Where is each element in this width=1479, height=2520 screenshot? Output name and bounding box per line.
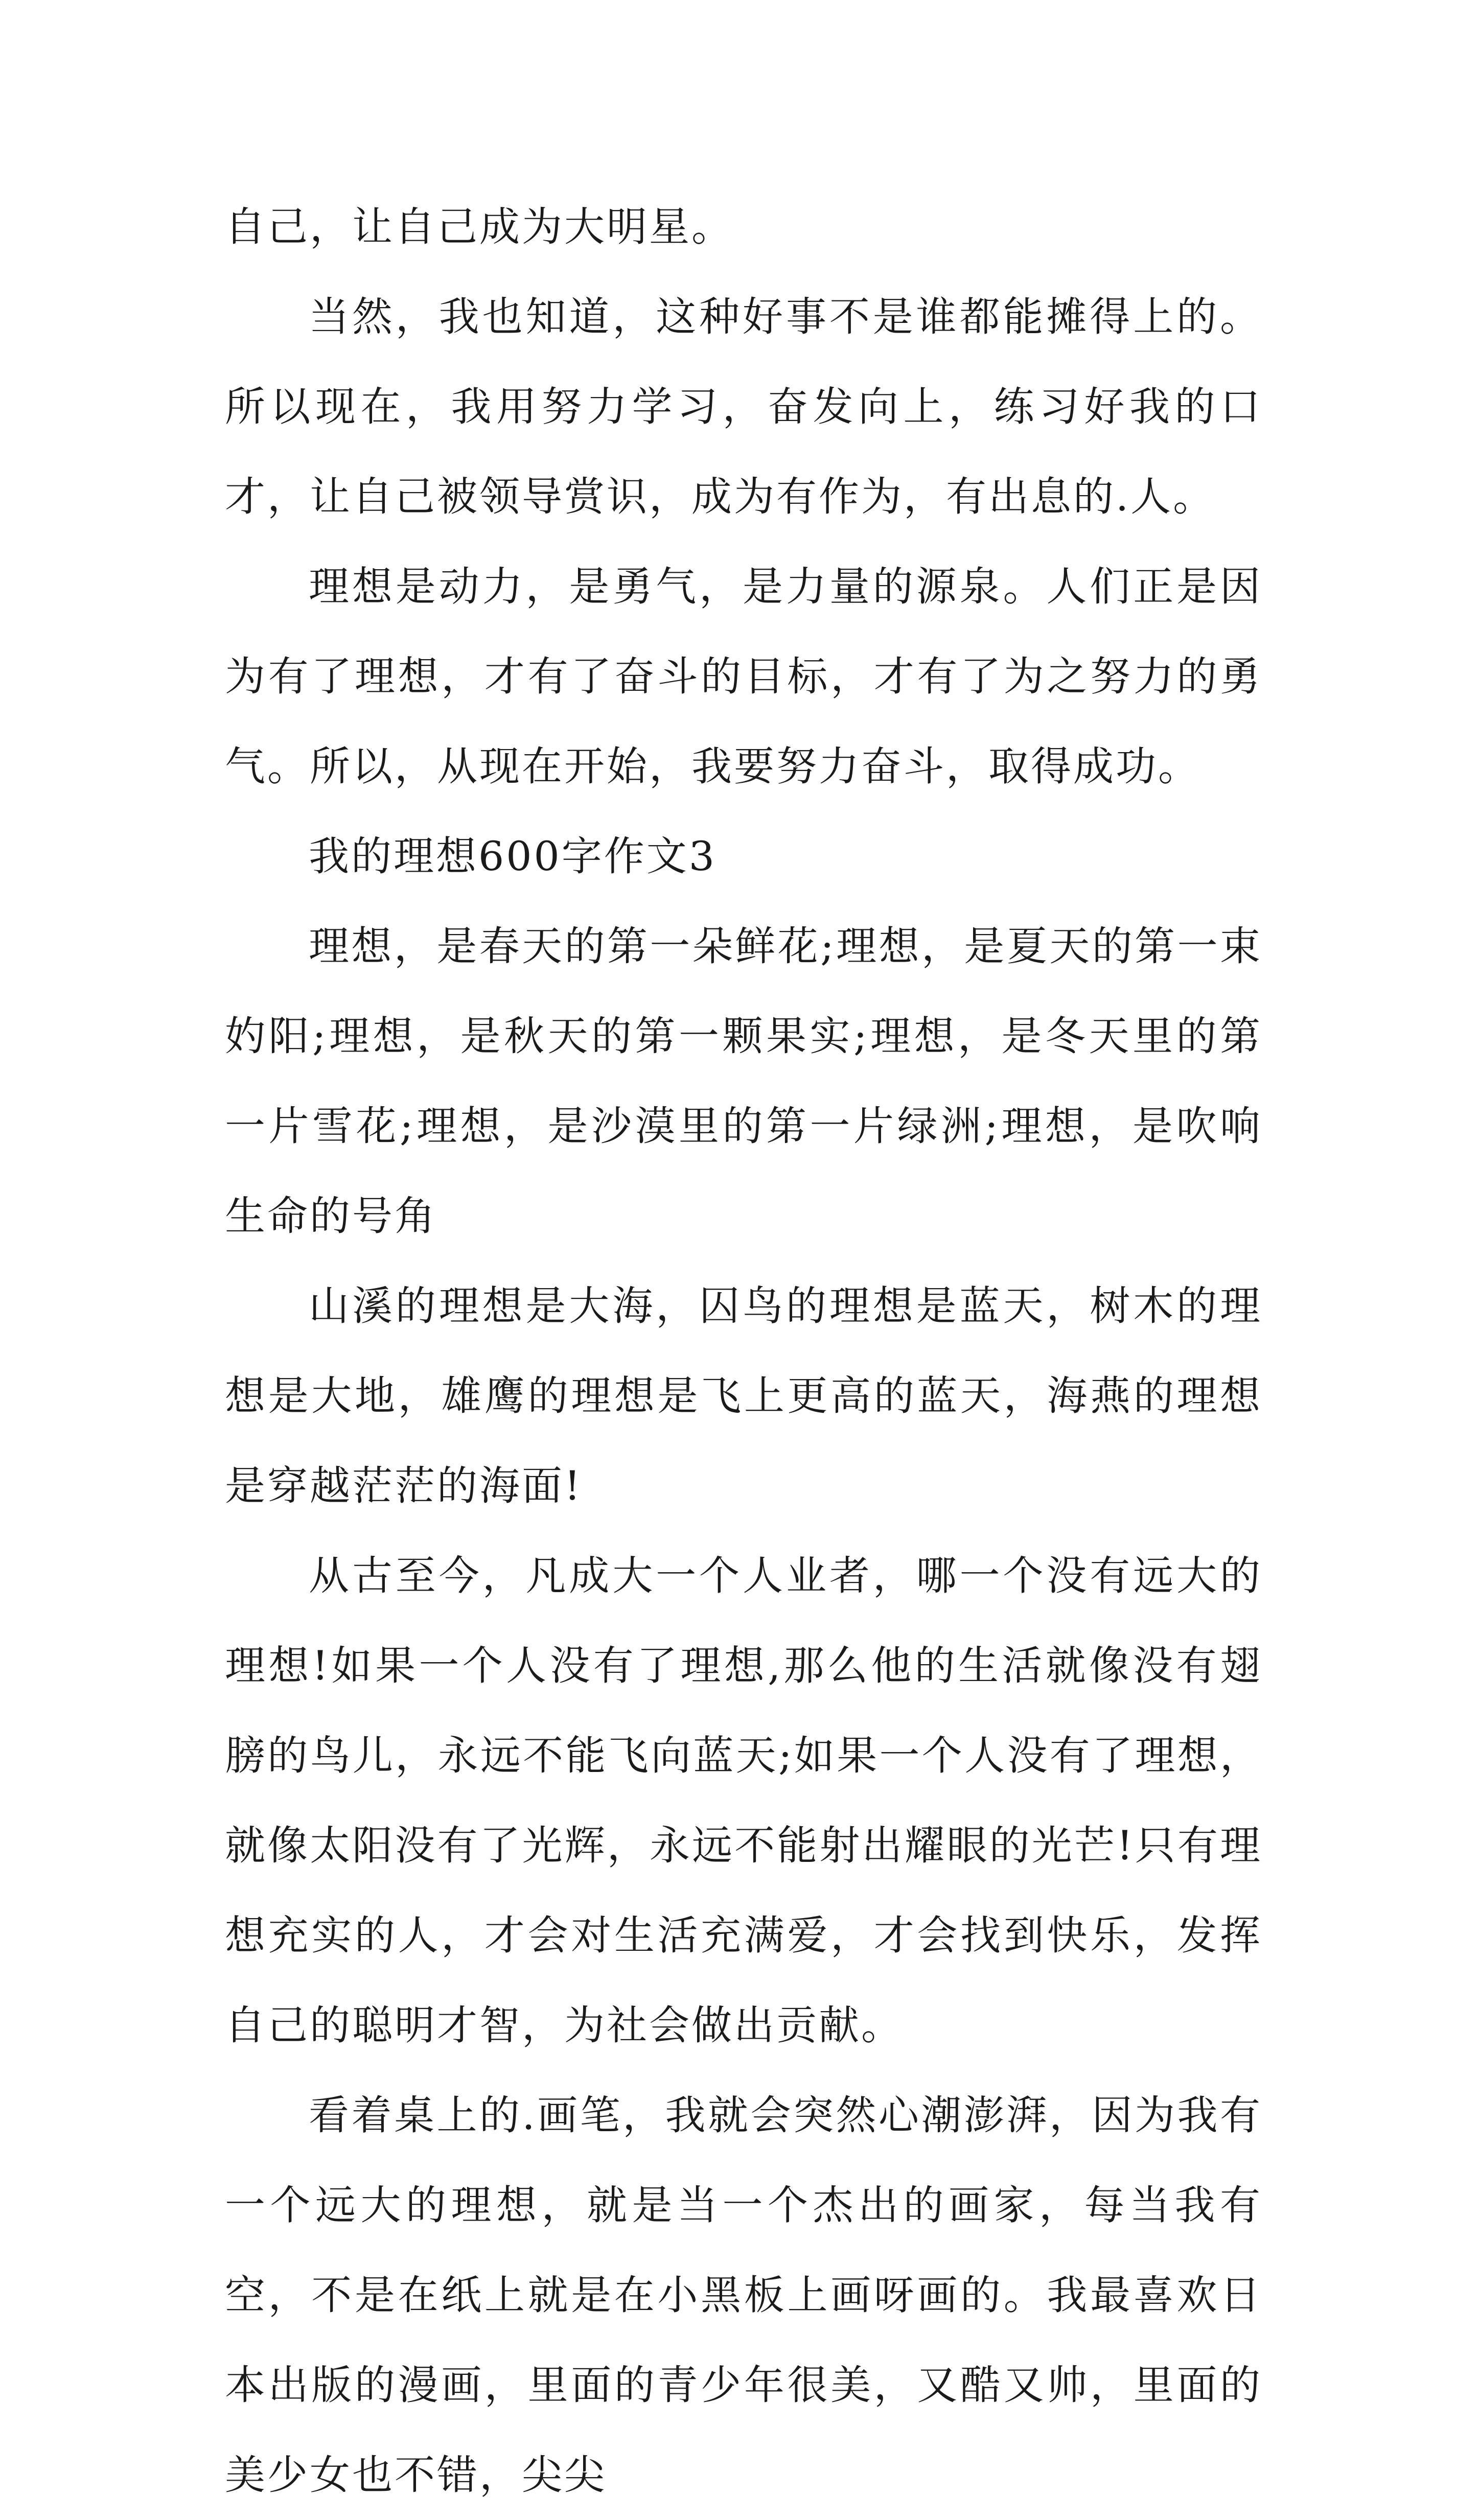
paragraph-7: 看着桌上的.画笔，我就会突然心潮澎湃，因为我有一个远大的理想，就是当一个杰出的画家，每当我有空，不是在纸上就是在小黑板上画呀画的。我最喜欢日本出版的漫画，里面的青少年很美，又酷又帅，里面的美少女也不错，尖尖 xyxy=(225,2092,1262,2499)
paragraph-5: 山溪的理想是大海，囚鸟的理想是蓝天，树木的理想是大地，雄鹰的理想是飞上更高的蓝天，海燕的理想是穿越茫茫的海面! xyxy=(225,1282,1262,1509)
paragraph-2: 当然，我也知道，这种好事不是谁都能摊得上的。所以现在，我用努力学习，奋发向上，练习好我的口才，让自己被领导赏识，成为有作为，有出息的.人。 xyxy=(225,293,1262,520)
section-heading: 我的理想600字作文3 xyxy=(309,833,717,880)
paragraph-6: 从古至今，凡成大一个人业者，哪一个没有远大的理想!如果一个人没有了理想,那么他的生活就像没有翅膀的鸟儿，永远不能飞向蓝天;如果一个人没有了理想，就像太阳没有了光辉，永远不能射出耀眼的光芒!只有理想充实的人，才会对生活充满爱，才会找到快乐，发挥自己的聪明才智，为社会做出贡献。 xyxy=(225,1552,1262,2049)
body-text xyxy=(225,182,1262,2520)
paragraph-3: 理想是动力，是勇气，是力量的源泉。人们正是因为有了理想，才有了奋斗的目标，才有了为之努力的勇气。所以，从现在开始，我要努力奋斗，取得成功。 xyxy=(225,563,1262,790)
paragraph-4: 理想，是春天的第一朵鲜花;理想，是夏天的第一束妁阳;理想，是秋天的第一颗果实;理想，是冬天里的第一片雪花;理想，是沙漠里的第一片绿洲;理想，是吹响生命的号角 xyxy=(225,923,1262,1240)
paragraph-1: 自己，让自己成为大明星。 xyxy=(225,203,734,250)
